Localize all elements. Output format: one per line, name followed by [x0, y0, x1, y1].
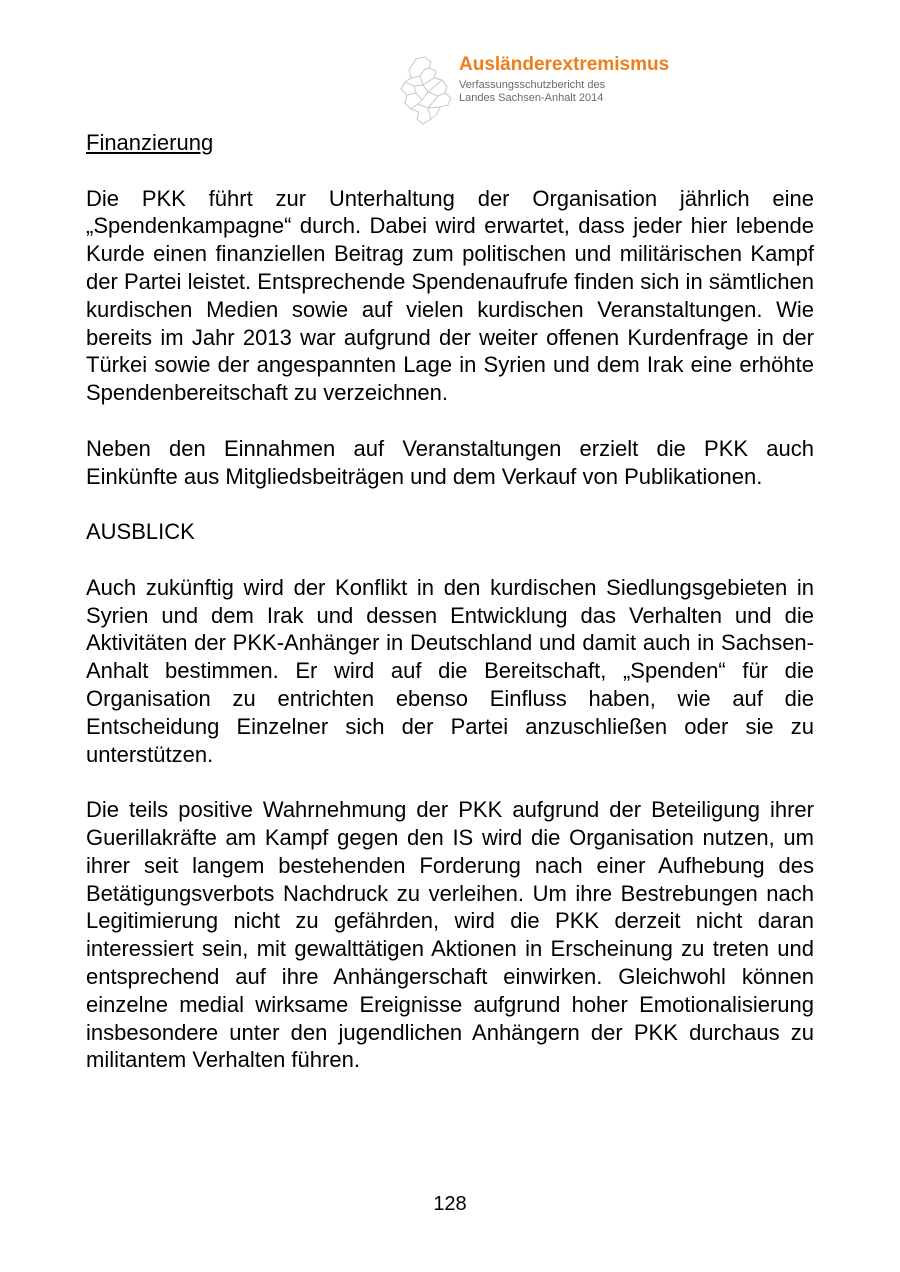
page-header [398, 52, 718, 128]
sachsen-anhalt-map-icon [398, 56, 456, 126]
paragraph: Die PKK führt zur Unterhaltung der Organisation jährlich eine „Spendenkampagne“ durch. Dabei wird erwartet, dass jeder hier lebende Kurde einen finanziellen Beitrag zum politischen und militärischen Kampf der Partei leistet. Entsprechende Spendenaufrufe finden sich in sämtlichen kurdischen Medien sowie auf vielen kurdischen Veranstaltungen. Wie bereits im Jahr 2013 war aufgrund der weiter offenen Kurdenfrage in der Türkei sowie der angespannten Lage in Syrien und dem Irak eine erhöhte Spendenbereitschaft zu verzeichnen. [86, 185, 814, 406]
paragraph: Auch zukünftig wird der Konflikt in den kurdischen Siedlungsgebieten in Syrien und dem Irak und dessen Entwicklung das Verhalten und die Aktivitäten der PKK-Anhänger in Deutschland und damit auch in Sachsen-Anhalt bestimmen. Er wird auf die Bereitschaft, „Spenden“ für die Organisation zu entrichten ebenso Einfluss haben, wie auf die Entscheidung Einzelner sich der Partei anzuschließen oder sie zu unterstützen. [86, 574, 814, 767]
paragraph: Neben den Einnahmen auf Veranstaltungen erzielt die PKK auch Einkünfte aus Mitgliedsbeiträgen und dem Verkauf von Publikationen. [86, 435, 814, 489]
header-subtitle-line1: Verfassungsschutzbericht des [459, 79, 606, 91]
section-heading-ausblick: AUSBLICK [86, 519, 195, 545]
section-heading-finanzierung: Finanzierung [86, 130, 214, 155]
header-title: Ausländerextremismus [459, 54, 670, 75]
page-content [86, 129, 814, 1102]
header-subtitle-line2: Landes Sachsen-Anhalt 2014 [459, 92, 604, 104]
paragraph: Die teils positive Wahrnehmung der PKK aufgrund der Beteiligung ihrer Guerillakräfte am Kampf gegen den IS wird die Organisation nutzen, um ihrer seit langem bestehenden Forderung nach einer Aufhebung des Betätigungsverbots Nachdruck zu verleihen. Um ihre Bestrebungen nach Legitimierung nicht zu gefährden, wird die PKK derzeit nicht daran interessiert sein, mit gewalttätigen Aktionen in Erscheinung zu treten und entsprechend auf ihre Anhängerschaft einwirken. Gleichwohl können einzelne medial wirksame Ereignisse aufgrund hoher Emotionalisierung insbesondere unter den jugendlichen Anhängern der PKK durchaus zu militantem Verhalten führen. [86, 797, 814, 1073]
page-number: 128 [433, 1193, 467, 1215]
